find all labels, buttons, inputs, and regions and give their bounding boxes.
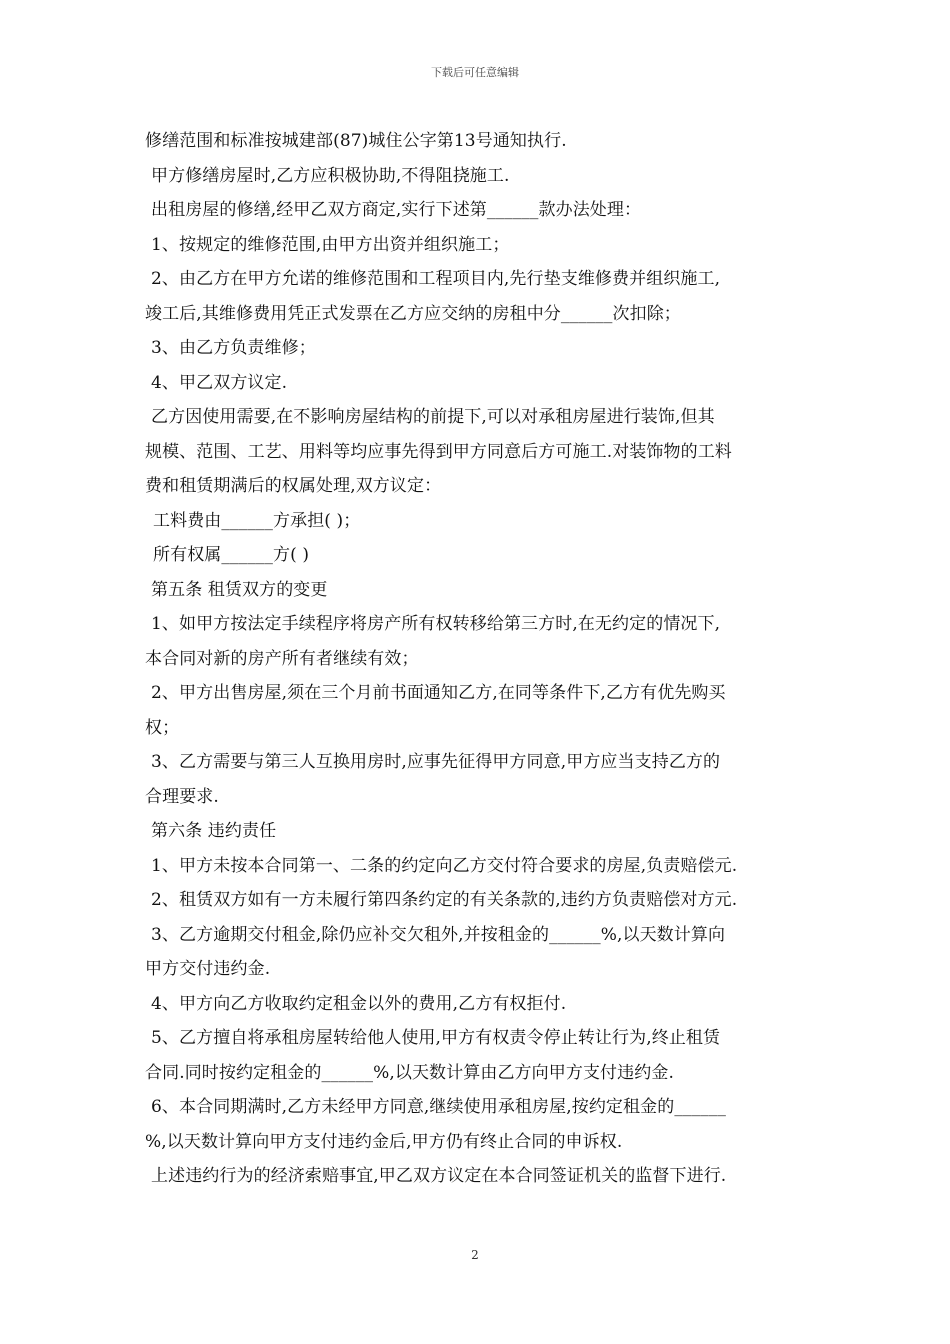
- text-line: 1、按规定的维修范围,由甲方出资并组织施工；: [151, 234, 510, 255]
- section-heading: 第五条 租赁双方的变更: [151, 579, 328, 600]
- text-line: 4、甲方向乙方收取约定租金以外的费用,乙方有权拒付.: [151, 993, 567, 1014]
- text-line: 1、甲方未按本合同第一、二条的约定向乙方交付符合要求的房屋,负责赔偿元.: [151, 855, 738, 876]
- text-line: 1、如甲方按法定手续程序将房产所有权转移给第三方时,在无约定的情况下,: [151, 614, 721, 634]
- text-line: 乙方因使用需要,在不影响房屋结构的前提下,可以对承租房屋进行装饰,但其: [151, 407, 715, 427]
- text-line: 权；: [145, 717, 180, 738]
- text-line: 合理要求.: [145, 786, 219, 807]
- text-line: 规模、范围、工艺、用料等均应事先得到甲方同意后方可施工.对装饰物的工料: [145, 441, 732, 462]
- text-line: 2、甲方出售房屋,须在三个月前书面通知乙方,在同等条件下,乙方有优先购买: [151, 683, 726, 703]
- text-line: 上述违约行为的经济索赔事宜,甲乙双方议定在本合同签证机关的监督下进行.: [151, 1166, 727, 1186]
- text-line: 5、乙方擅自将承租房屋转给他人使用,甲方有权责令停止转让行为,终止租赁: [151, 1028, 721, 1048]
- text-line: 所有权属______方( ): [153, 545, 310, 565]
- text-line: %,以天数计算向甲方支付违约金后,甲方仍有终止合同的申诉权.: [145, 1131, 623, 1152]
- document-body: [145, 124, 815, 1194]
- text-line: 3、乙方需要与第三人互换用房时,应事先征得甲方同意,甲方应当支持乙方的: [151, 752, 721, 772]
- text-line: 费和租赁期满后的权属处理,双方议定：: [145, 476, 442, 496]
- text-line: 甲方交付违约金.: [145, 959, 271, 979]
- page-number: 2: [471, 1248, 479, 1262]
- text-line: 2、由乙方在甲方允诺的维修范围和工程项目内,先行垫支维修费并组织施工,: [151, 269, 721, 289]
- text-line: 合同.同时按约定租金的______%,以天数计算由乙方向甲方支付违约金.: [145, 1062, 674, 1083]
- text-line: 3、乙方逾期交付租金,除仍应补交欠租外,并按租金的______%,以天数计算向: [151, 924, 726, 945]
- section-heading: 第六条 违约责任: [151, 821, 277, 841]
- text-line: 3、由乙方负责维修；: [151, 338, 316, 358]
- page-header: 下载后可任意编辑: [431, 66, 519, 79]
- text-line: 6、本合同期满时,乙方未经甲方同意,继续使用承租房屋,按约定租金的______: [151, 1097, 726, 1117]
- text-line: 修缮范围和标准按城建部(87)城住公字第13号通知执行.: [145, 131, 567, 151]
- text-line: 工料费由______方承担( )；: [153, 510, 361, 531]
- text-line: 甲方修缮房屋时,乙方应积极协助,不得阻挠施工.: [151, 165, 510, 186]
- text-line: 出租房屋的修缮,经甲乙双方商定,实行下述第______款办法处理：: [151, 200, 642, 220]
- text-line: 竣工后,其维修费用凭正式发票在乙方应交纳的房租中分______次扣除；: [145, 303, 681, 324]
- text-line: 本合同对新的房产所有者继续有效；: [145, 648, 419, 669]
- text-line: 2、租赁双方如有一方未履行第四条约定的有关条款的,违约方负责赔偿对方元.: [151, 890, 738, 910]
- text-line: 4、甲乙双方议定.: [151, 372, 288, 393]
